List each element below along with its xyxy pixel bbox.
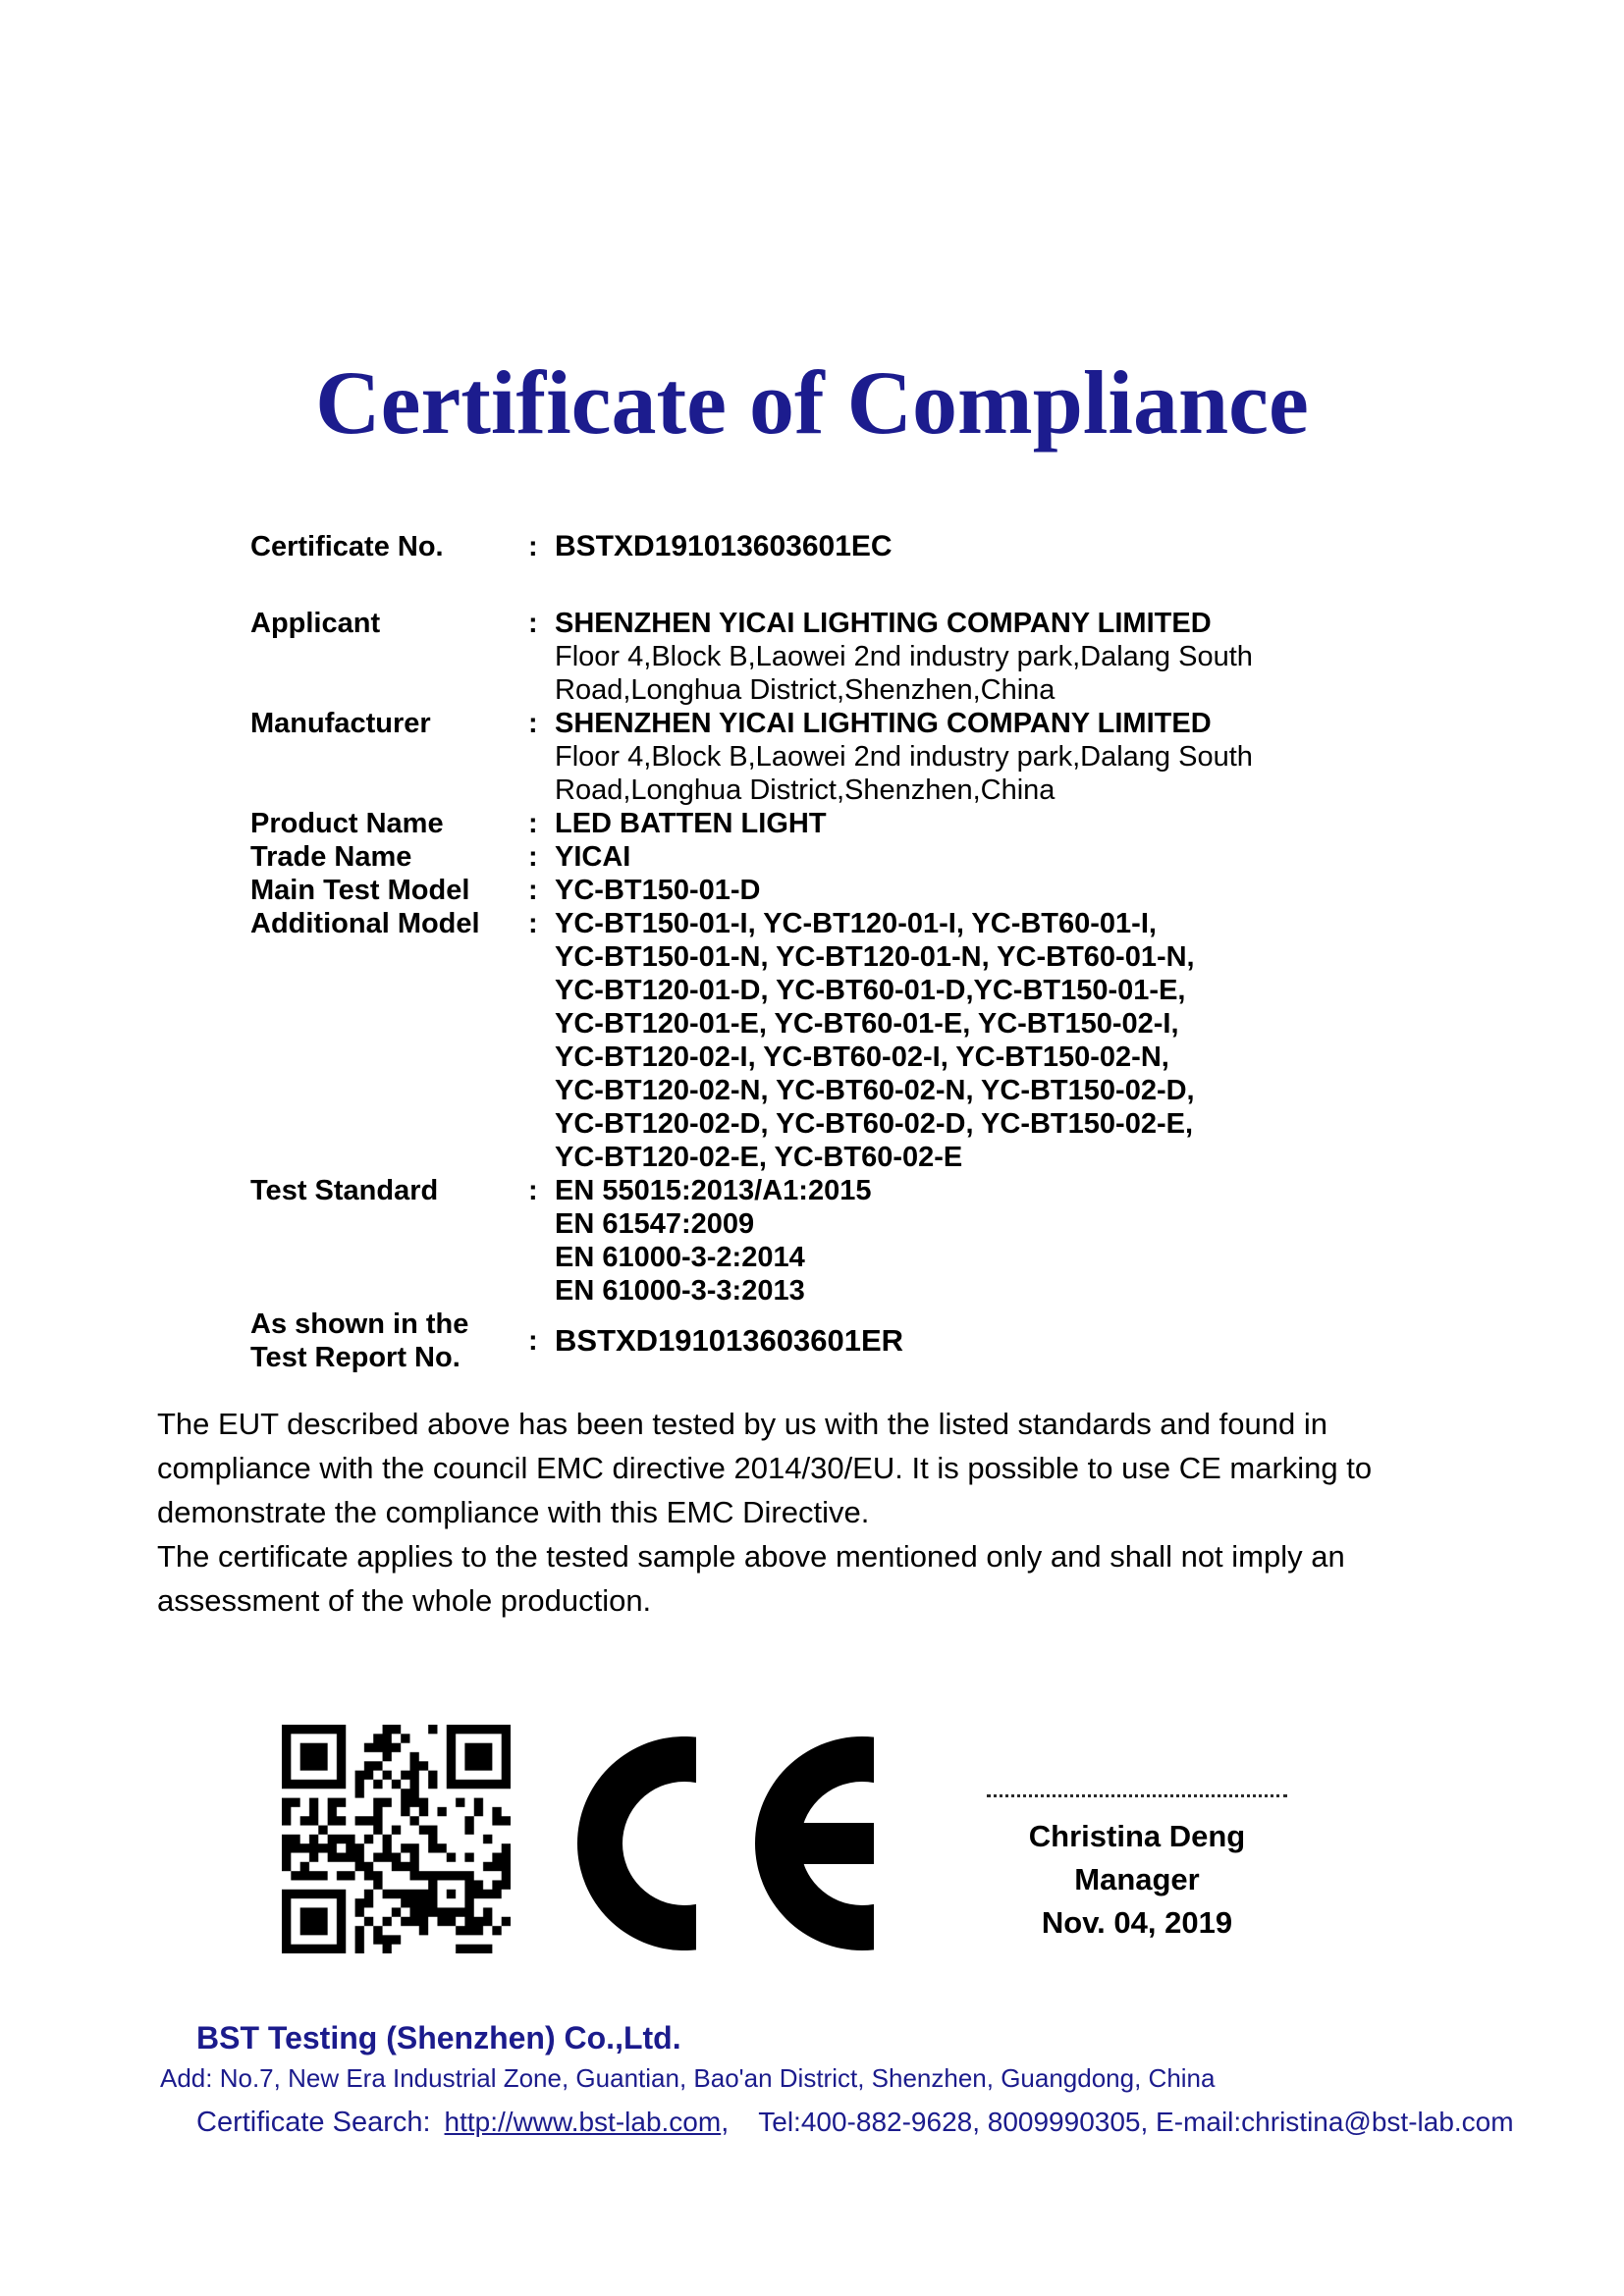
test-report-no-label: As shown in the Test Report No. (250, 1308, 469, 1373)
additional-model-line: YC-BT150-01-N, YC-BT120-01-N, YC-BT60-01-N, (555, 941, 1195, 973)
test-standard-label: Test Standard (250, 1175, 439, 1206)
main-test-model-label: Main Test Model (250, 875, 470, 906)
additional-model-line: YC-BT150-01-I, YC-BT120-01-I, YC-BT60-01-I, (555, 908, 1157, 939)
applicant-address-line: Road,Longhua District,Shenzhen,China (555, 674, 1056, 706)
statement-text (157, 1402, 1435, 1623)
applicant-address-line: Floor 4,Block B,Laowei 2nd industry park,Dalang South (555, 641, 1253, 672)
lab-address: Add: No.7, New Era Industrial Zone, Guantian, Bao'an District, Shenzhen, Guangdong, China (160, 2063, 1216, 2093)
qr-code (282, 1725, 511, 1953)
manufacturer-name: SHENZHEN YICAI LIGHTING COMPANY LIMITED (555, 708, 1212, 739)
main-test-model-value: YC-BT150-01-D (555, 875, 761, 906)
test-standard-line: EN 61000-3-3:2013 (555, 1275, 805, 1307)
applicant-label: Applicant (250, 608, 381, 639)
manufacturer-address-line: Floor 4,Block B,Laowei 2nd industry park,Dalang South (555, 741, 1253, 773)
colon: : (528, 531, 538, 562)
certificate-search-label: Certificate Search: (196, 2107, 431, 2138)
manufacturer-label: Manufacturer (250, 708, 431, 739)
manufacturer-address-line: Road,Longhua District,Shenzhen,China (555, 774, 1056, 806)
certificate-search-link[interactable]: http://www.bst-lab.com (444, 2107, 722, 2137)
additional-model-line: YC-BT120-02-I, YC-BT60-02-I, YC-BT150-02-N, (555, 1041, 1169, 1073)
additional-model-line: YC-BT120-02-N, YC-BT60-02-N, YC-BT150-02-D, (555, 1075, 1195, 1106)
product-name-value: LED BATTEN LIGHT (555, 808, 827, 839)
lab-company-name: BST Testing (Shenzhen) Co.,Ltd. (196, 2020, 681, 2056)
test-standard-line: EN 55015:2013/A1:2015 (555, 1175, 872, 1206)
colon: : (528, 875, 538, 906)
trade-name-value: YICAI (555, 841, 631, 873)
test-standard-line: EN 61000-3-2:2014 (555, 1242, 805, 1273)
additional-model-line: YC-BT120-01-E, YC-BT60-01-E, YC-BT150-02-I, (555, 1008, 1179, 1040)
certificate-fields (250, 530, 1468, 1374)
certificate-search-line (196, 2107, 1514, 2139)
colon: : (528, 1325, 538, 1357)
field-manufacturer (250, 707, 1468, 807)
colon: : (528, 841, 538, 873)
colon: : (528, 708, 538, 739)
colon: : (528, 1175, 538, 1206)
additional-model-label: Additional Model (250, 908, 480, 939)
field-applicant (250, 607, 1468, 707)
ce-marking-icon (577, 1736, 874, 1950)
comma: , (721, 2107, 730, 2138)
signature-date: Nov. 04, 2019 (1041, 1905, 1233, 1940)
additional-model-line: YC-BT120-02-E, YC-BT60-02-E (555, 1142, 963, 1173)
field-main-test-model (250, 874, 1468, 907)
field-additional-model (250, 907, 1468, 1174)
field-certificate-no (250, 530, 1468, 563)
statement-paragraph-2: The certificate applies to the tested sample above mentioned only and shall not imply an assessment of the whole production. (157, 1539, 1345, 1618)
additional-model-line: YC-BT120-01-D, YC-BT60-01-D,YC-BT150-01-E, (555, 975, 1186, 1006)
applicant-name: SHENZHEN YICAI LIGHTING COMPANY LIMITED (555, 608, 1212, 639)
certificate-no-label: Certificate No. (250, 531, 444, 562)
colon: : (528, 808, 538, 839)
field-trade-name (250, 840, 1468, 874)
contact-info: Tel:400-882-9628, 8009990305, E-mail:christina@bst-lab.com (758, 2107, 1514, 2137)
field-test-standard (250, 1174, 1468, 1308)
colon: : (528, 608, 538, 639)
signature-line (987, 1794, 1287, 1797)
trade-name-label: Trade Name (250, 841, 412, 873)
product-name-label: Product Name (250, 808, 444, 839)
signer-name: Christina Deng (1028, 1819, 1246, 1853)
test-standard-line: EN 61547:2009 (555, 1208, 755, 1240)
test-report-no-value: BSTXD191013603601ER (555, 1323, 904, 1358)
statement-paragraph-1: The EUT described above has been tested by us with the listed standards and found in compliance with the council EMC directive 2014/30/EU. It is possible to use CE marking to demonstrate the compliance with this EMC Directive. (157, 1407, 1373, 1529)
signature-block (980, 1794, 1294, 1945)
field-product-name (250, 807, 1468, 840)
field-test-report-no (250, 1308, 1468, 1374)
additional-model-line: YC-BT120-02-D, YC-BT60-02-D, YC-BT150-02-E, (555, 1108, 1194, 1140)
certificate-no-value: BSTXD191013603601EC (555, 530, 893, 562)
signer-role: Manager (1074, 1862, 1200, 1896)
colon: : (528, 908, 538, 939)
page-title: Certificate of Compliance (315, 352, 1309, 453)
